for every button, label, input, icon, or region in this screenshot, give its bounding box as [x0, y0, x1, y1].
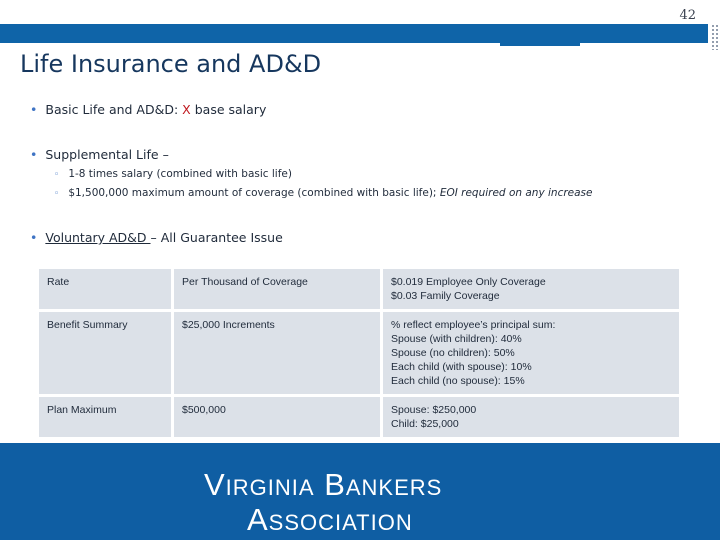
table-row-plan-maximum — [39, 397, 679, 437]
sub-bullet-salary-multiple — [54, 168, 292, 180]
sub-bullet-dot-icon: ◦ — [54, 189, 60, 199]
table-value-line: Spouse (no children): 50% — [391, 347, 515, 359]
table-value-line: $0.03 Family Coverage — [391, 290, 500, 302]
table-value-line: Child: $25,000 — [391, 418, 459, 430]
table-cell-label: Rate — [39, 269, 174, 309]
table-value-line: Spouse (with children): 40% — [391, 333, 522, 345]
coverage-table — [39, 266, 679, 440]
basic-life-multiplier: X — [182, 102, 191, 117]
table-row-rate — [39, 269, 679, 309]
table-value-line: Each child (with spouse): 10% — [391, 361, 532, 373]
slide-title: Life Insurance and AD&D — [20, 50, 322, 78]
table-value-line: Spouse: $250,000 — [391, 404, 477, 416]
vba-logo-line2: Association — [247, 502, 413, 537]
table-cell-label: Plan Maximum — [39, 397, 174, 437]
table-cell-label: Benefit Summary — [39, 312, 174, 394]
bullet-dot-icon: • — [30, 230, 38, 245]
header-accent-line — [500, 43, 580, 46]
table-value-line: Each child (no spouse): 15% — [391, 375, 525, 387]
page-number: 42 — [679, 8, 696, 23]
table-cell-values — [383, 312, 679, 394]
sub-bullet-maximum-coverage — [54, 187, 592, 199]
bullet-supplemental-life — [30, 147, 169, 162]
bullet-basic-life — [30, 102, 266, 117]
sub-bullet-text: 1-8 times salary (combined with basic life) — [68, 168, 292, 180]
bullet-voluntary-add — [30, 230, 283, 245]
basic-life-suffix: base salary — [190, 102, 267, 117]
header-bar — [0, 24, 708, 43]
voluntary-add-label: Voluntary AD&D — [45, 230, 151, 245]
sub-bullet-text: $1,500,000 maximum amount of coverage (combined with basic life); — [68, 187, 440, 199]
vba-logo-line1: Virginia Bankers — [204, 467, 443, 502]
table-cell-values — [383, 397, 679, 437]
table-row-benefit-summary — [39, 312, 679, 394]
supplemental-life-label: Supplemental Life – — [45, 147, 169, 162]
table-cell-values — [383, 269, 679, 309]
sub-bullet-dot-icon: ◦ — [54, 170, 60, 180]
header-dot-pattern — [711, 24, 720, 50]
table-cell-detail: Per Thousand of Coverage — [174, 269, 383, 309]
voluntary-add-suffix: – All Guarantee Issue — [150, 230, 283, 245]
table-value-line: $0.019 Employee Only Coverage — [391, 276, 546, 288]
bullet-dot-icon: • — [30, 102, 38, 117]
basic-life-prefix: Basic Life and AD&D: — [45, 102, 183, 117]
table-cell-detail: $500,000 — [174, 397, 383, 437]
table-value-line: % reflect employee’s principal sum: — [391, 319, 556, 331]
bullet-dot-icon: • — [30, 147, 38, 162]
sub-bullet-emphasis: EOI required on any increase — [439, 187, 593, 199]
table-cell-detail: $25,000 Increments — [174, 312, 383, 394]
